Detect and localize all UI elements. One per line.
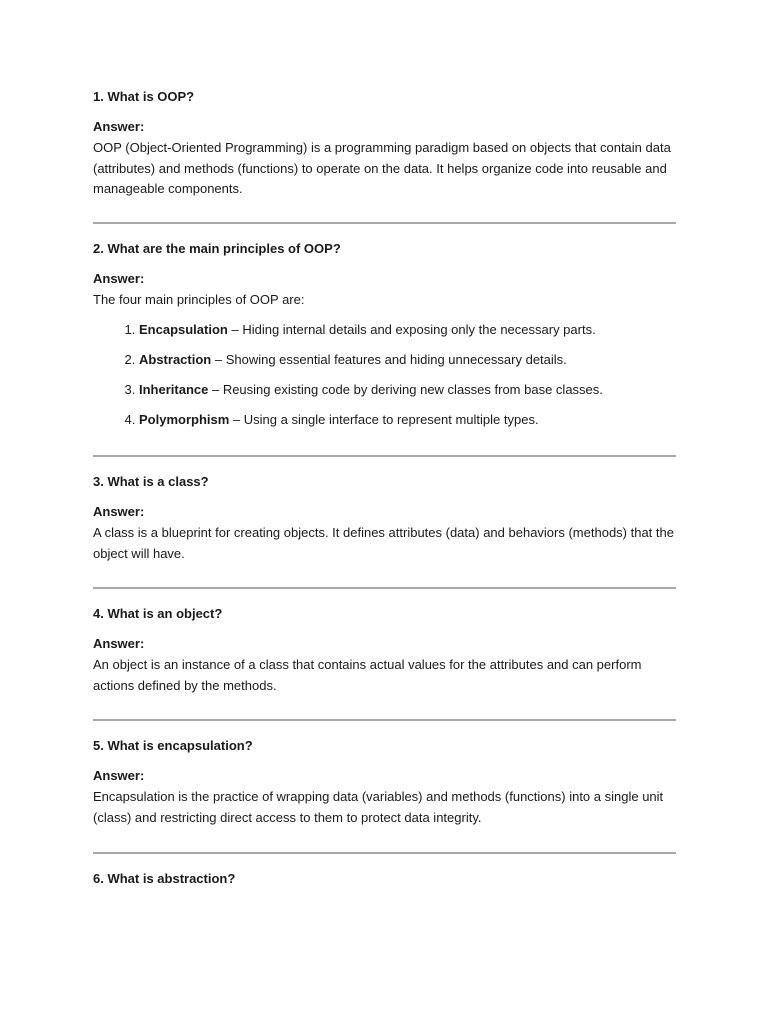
principle-description: – Using a single interface to represent multiple types.	[229, 412, 539, 428]
answer-label: Answer:	[93, 504, 145, 519]
principle-term: Abstraction	[139, 351, 212, 367]
list-item	[139, 321, 676, 339]
answer-text: Encapsulation is the practice of wrapping data (variables) and methods (functions) into a single unit (class) and restricting direct access to them to protect data integrity.	[93, 789, 664, 825]
list-item	[139, 381, 676, 399]
section-divider	[93, 852, 676, 854]
answer-label: Answer:	[93, 271, 145, 286]
answer-text: OOP (Object-Oriented Programming) is a programming paradigm based on objects that contain data (attributes) and methods (functions) to operate on the data. It helps organize code into reusable and manageable components.	[93, 140, 671, 196]
section-divider	[93, 222, 676, 224]
section-divider	[93, 455, 676, 457]
principle-term: Encapsulation	[139, 321, 228, 337]
qa-item-1	[93, 88, 676, 200]
answer-label: Answer:	[93, 119, 145, 134]
principle-term: Inheritance	[139, 382, 209, 398]
qa-item-4	[93, 605, 676, 696]
answer-text: A class is a blueprint for creating objects. It defines attributes (data) and behaviors (methods) that the object will have.	[93, 525, 674, 561]
principle-description: – Showing essential features and hiding unnecessary details.	[211, 351, 567, 367]
answer-label: Answer:	[93, 636, 145, 651]
principle-term: Polymorphism	[139, 412, 230, 428]
question-heading: 6. What is abstraction?	[93, 871, 236, 886]
answer-label: Answer:	[93, 768, 145, 783]
question-heading: 4. What is an object?	[93, 606, 223, 621]
question-heading: 5. What is encapsulation?	[93, 738, 253, 753]
question-heading: 1. What is OOP?	[93, 89, 195, 104]
principle-description: – Hiding internal details and exposing only the necessary parts.	[227, 321, 596, 337]
qa-item-3	[93, 473, 676, 564]
qa-item-2	[93, 240, 676, 442]
answer-text: An object is an instance of a class that contains actual values for the attributes and can perform actions defined by the methods.	[93, 657, 642, 693]
section-divider	[93, 587, 676, 589]
section-divider	[93, 719, 676, 721]
question-heading: 2. What are the main principles of OOP?	[93, 241, 341, 256]
answer-text: The four main principles of OOP are:	[93, 292, 305, 307]
question-heading: 3. What is a class?	[93, 474, 209, 489]
principle-description: – Reusing existing code by deriving new classes from base classes.	[208, 382, 603, 398]
list-item	[139, 411, 676, 429]
list-item	[139, 351, 676, 369]
qa-item-5	[93, 737, 676, 828]
principles-list	[93, 321, 676, 430]
qa-item-6	[93, 870, 676, 888]
